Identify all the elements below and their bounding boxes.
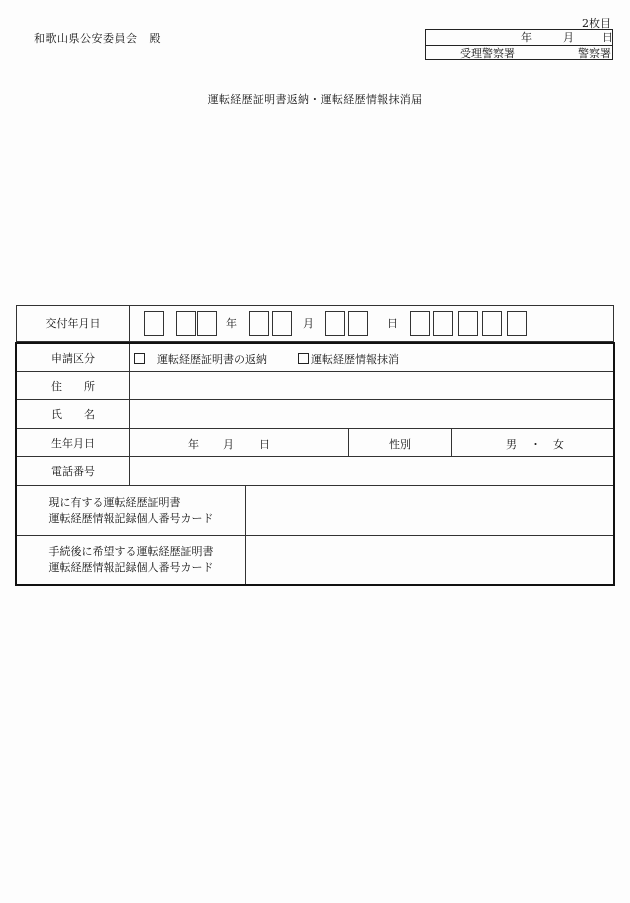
application-type-row — [17, 344, 613, 372]
phone-label: 電話番号 — [17, 457, 130, 485]
application-type-label: 申請区分 — [17, 344, 130, 371]
current-card-line2: 運転経歴情報記録個人番号カード — [48, 511, 214, 525]
phone-field[interactable] — [130, 457, 613, 485]
number-digit-box[interactable] — [507, 311, 527, 336]
current-card-field[interactable] — [246, 486, 613, 535]
sex-male-option[interactable]: 男 — [506, 438, 517, 451]
issue-month-unit: 月 — [303, 317, 314, 330]
receipt-year: 年 — [521, 31, 532, 44]
day-digit-box[interactable] — [348, 311, 368, 336]
issue-day-unit: 日 — [387, 317, 398, 330]
issue-date-label: 交付年月日 — [17, 306, 130, 341]
sex-separator: ・ — [530, 438, 541, 451]
name-field[interactable] — [130, 400, 613, 428]
address-label: 住 所 — [17, 372, 130, 399]
document-title: 運転経歴証明書返納・運転経歴情報抹消届 — [207, 93, 423, 106]
desired-card-label — [17, 536, 246, 584]
year-digit-box[interactable] — [197, 311, 217, 336]
checkbox-icon[interactable] — [298, 353, 309, 364]
birth-label: 生年月日 — [17, 429, 130, 456]
option-return-label: 運転経歴証明書の返納 — [157, 353, 267, 366]
number-digit-box[interactable] — [458, 311, 478, 336]
option-delete-label: 運転経歴情報抹消 — [311, 353, 399, 366]
issue-year-unit: 年 — [226, 317, 237, 330]
divider — [451, 429, 452, 456]
issue-date-row — [16, 305, 614, 342]
receipt-month: 月 — [563, 31, 574, 44]
page-number: 2枚目 — [582, 17, 611, 30]
current-card-label — [17, 486, 246, 535]
birth-year-unit: 年 — [188, 438, 199, 451]
name-row — [17, 400, 613, 429]
month-digit-box[interactable] — [272, 311, 292, 336]
sex-female-option[interactable]: 女 — [553, 438, 564, 451]
desired-card-line2: 運転経歴情報記録個人番号カード — [48, 561, 214, 574]
receipt-day: 日 — [602, 31, 613, 44]
sex-label: 性別 — [389, 438, 411, 451]
application-form-table — [15, 342, 615, 586]
current-card-row — [17, 486, 613, 536]
birth-month-unit: 月 — [223, 438, 234, 451]
desired-card-row — [17, 536, 613, 584]
name-label: 氏 名 — [17, 400, 130, 428]
receipt-box — [425, 29, 613, 60]
birth-day-unit: 日 — [259, 438, 270, 451]
checkbox-icon[interactable] — [134, 353, 145, 364]
addressee — [34, 30, 161, 46]
option-return[interactable] — [134, 351, 267, 367]
phone-row — [17, 457, 613, 486]
day-digit-box[interactable] — [325, 311, 345, 336]
addressee-honorific: 殿 — [149, 32, 161, 45]
desired-card-field[interactable] — [246, 536, 613, 584]
number-digit-box[interactable] — [410, 311, 430, 336]
receipt-date-row — [426, 30, 612, 45]
month-digit-box[interactable] — [249, 311, 269, 336]
era-digit-box[interactable] — [144, 311, 164, 336]
address-field[interactable] — [130, 372, 613, 399]
receipt-police-row — [426, 45, 612, 61]
current-card-line1: 現に有する運転経歴証明書 — [48, 495, 181, 509]
receipt-police-suffix: 警察署 — [578, 47, 611, 60]
number-digit-box[interactable] — [482, 311, 502, 336]
number-digit-box[interactable] — [433, 311, 453, 336]
desired-card-line1: 手続後に希望する運転経歴証明書 — [48, 545, 214, 558]
addressee-name: 和歌山県公安委員会 — [34, 32, 138, 45]
option-delete[interactable] — [298, 351, 399, 367]
address-row — [17, 372, 613, 400]
receipt-police-label: 受理警察署 — [460, 47, 515, 60]
birth-row — [17, 429, 613, 457]
divider — [348, 429, 349, 456]
year-digit-box[interactable] — [176, 311, 196, 336]
